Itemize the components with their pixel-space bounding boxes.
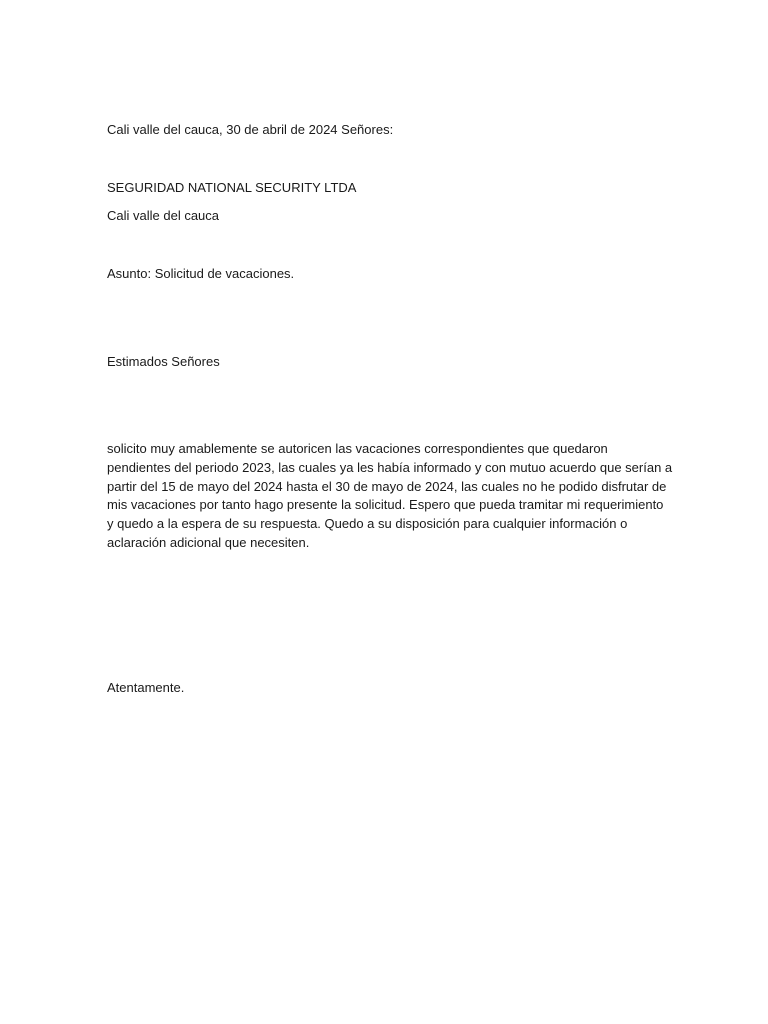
closing: Atentamente. bbox=[107, 680, 185, 695]
place-date-line: Cali valle del cauca, 30 de abril de 2024 Señores: bbox=[107, 122, 394, 137]
body-line: partir del 15 de mayo del 2024 hasta el 30 de mayo de 2024, las cuales no he podido disfrutar de bbox=[107, 478, 667, 494]
body-line: mis vacaciones por tanto hago presente la solicitud. Espero que pueda tramitar mi requerimiento bbox=[107, 497, 664, 513]
body-line: solicito muy amablemente se autoricen las vacaciones correspondientes que quedaron bbox=[107, 441, 608, 456]
letter-body bbox=[107, 440, 673, 553]
greeting: Estimados Señores bbox=[107, 354, 220, 369]
subject-line: Asunto: Solicitud de vacaciones. bbox=[107, 266, 295, 281]
body-line: pendientes del periodo 2023, las cuales ya les había informado y con mutuo acuerdo que serían a bbox=[107, 459, 673, 475]
recipient-city: Cali valle del cauca bbox=[107, 208, 220, 223]
body-line: aclaración adicional que necesiten. bbox=[107, 534, 310, 550]
recipient-company: SEGURIDAD NATIONAL SECURITY LTDA bbox=[107, 180, 357, 195]
body-line: y quedo a la espera de su respuesta. Quedo a su disposición para cualquier información o bbox=[107, 516, 628, 532]
